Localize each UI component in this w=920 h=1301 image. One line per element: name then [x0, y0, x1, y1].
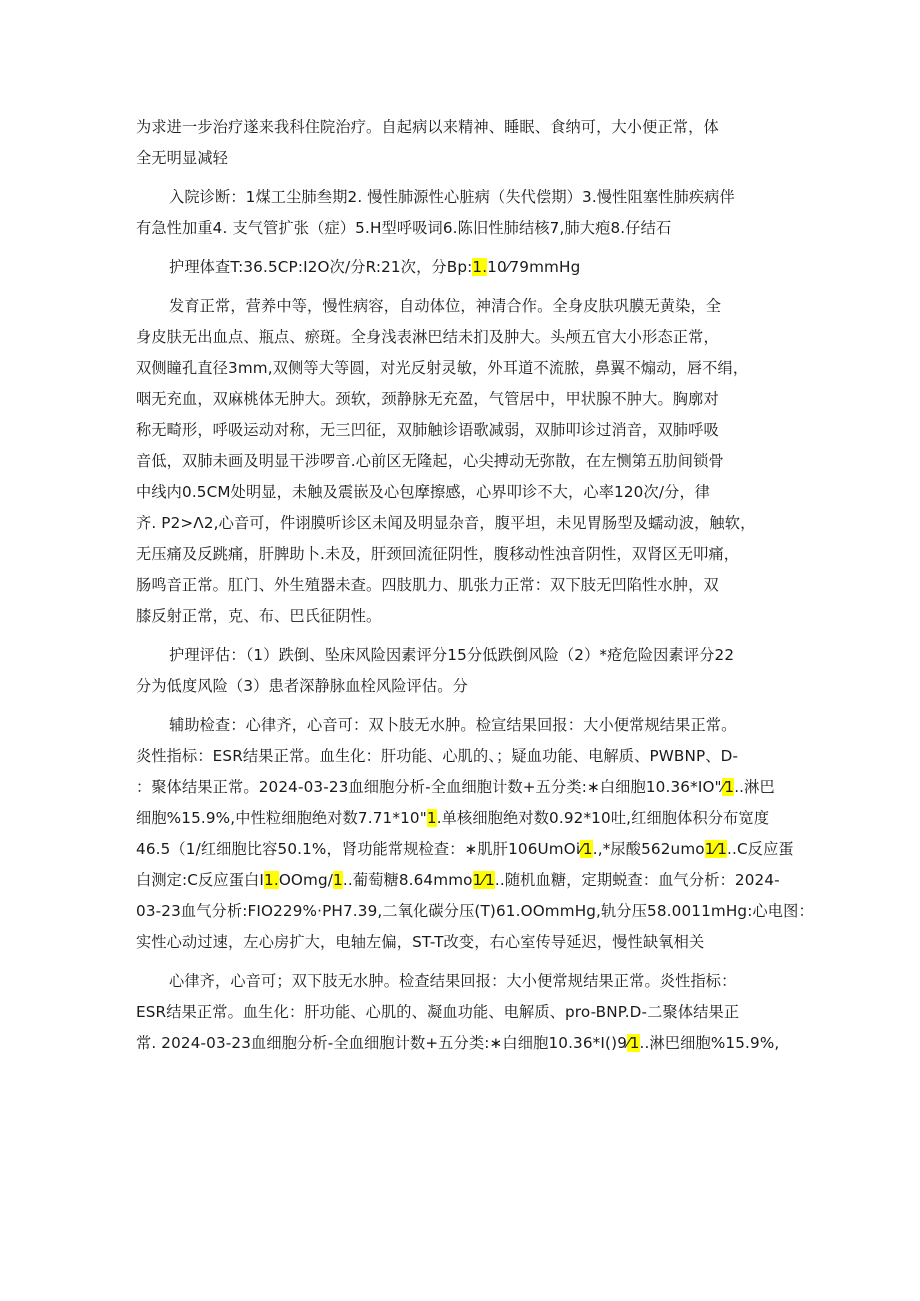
text-segment: ..葡萄糖8.64mmo: [342, 871, 473, 889]
text-line: [136, 446, 796, 477]
text-segment: 46.5（1/红细胞比容50.1%，肾功能常规检查：∗肌肝106UmOi: [136, 840, 581, 858]
highlighted-text: ⁄1: [627, 1034, 640, 1052]
paragraph-nursing-assessment: [136, 640, 796, 702]
text-line: [136, 1028, 796, 1059]
text-line: [136, 601, 796, 632]
text-line: [136, 112, 796, 143]
text-segment: 白测定:C反应蛋白I: [136, 871, 265, 889]
highlighted-text: 1: [333, 871, 343, 889]
text-line: [136, 570, 796, 601]
text-line: [136, 865, 796, 896]
text-line: [136, 966, 796, 997]
text-segment: 炎性指标：ESR结果正常。血生化：肝功能、心肌的、；疑血功能、电解质、PWBNP、D-: [136, 747, 739, 765]
text-segment: 03-23血气分析:FIO229%·PH7.39,二氧化碳分压(T)61.OOmmHg,轨分压58.0011mHg:心电图：: [136, 902, 814, 920]
text-line: [136, 384, 796, 415]
text-segment: ..随机血糖，定期蜕查：血气分析：2024-: [494, 871, 780, 889]
paragraph-auxiliary-exam: [136, 710, 814, 958]
text-segment: 音低，双肺未画及明显干涉啰音.心前区无隆起，心尖搏动无弥散，在左恻第五肋间锁骨: [136, 452, 724, 470]
text-segment: 护理体查T:36.5CP:I2O次/分R:21次，分Bp:: [169, 258, 473, 276]
text-segment: .,*尿酸562umo: [592, 840, 705, 858]
text-segment: ：聚体结果正常。2024-03-23血细胞分析-全血细胞计数+五分类:∗白细胞10.36*IO": [136, 778, 722, 796]
text-segment: 细胞%15.9%,中性粒细胞绝对数7.71*10": [136, 809, 427, 827]
text-segment: 10⁄79mmHg: [487, 258, 581, 276]
text-segment: 常. 2024-03-23血细胞分析-全血细胞计数+五分类:∗白细胞10.36*I()9: [136, 1034, 628, 1052]
text-segment: 护理评估：（1）跌倒、坠床风险因素评分15分低跌倒风险（2）*疮危险因素评分22: [169, 646, 735, 664]
text-segment: ESR结果正常。血生化：肝功能、心肌的、凝血功能、电解质、pro-BNP.D-二聚体结果正: [136, 1003, 740, 1021]
highlighted-text: ⁄1: [580, 840, 593, 858]
text-line: [136, 477, 796, 508]
highlighted-text: 1⁄1: [704, 840, 728, 858]
paragraph-repeat-exam: [136, 966, 796, 1059]
text-segment: ..C反应蛋: [727, 840, 794, 858]
text-line: [136, 671, 796, 702]
text-segment: 分为低度风险（3）患者深静脉血栓风险评估。分: [136, 677, 468, 695]
text-segment: 辅助检查：心律齐，心音可：双卜肢无水肿。检宣结果回报：大小便常规结果正常。: [169, 716, 737, 734]
text-line: [136, 710, 796, 741]
text-line: [136, 772, 796, 803]
text-line: [136, 143, 796, 174]
text-line: [136, 539, 796, 570]
text-segment: 发育正常，营养中等，慢性病容，自动体位，神清合作。全身皮肤巩膜无黄染，全: [169, 297, 722, 315]
highlighted-text: 1.: [472, 258, 488, 276]
text-line: [136, 213, 796, 244]
highlighted-text: 1: [426, 809, 437, 827]
text-line: [136, 640, 796, 671]
text-segment: ..淋巴细胞%15.9%,: [639, 1034, 780, 1052]
text-segment: 双侧瞳孔直径3mm,双侧等大等圆，对光反射灵敏，外耳道不流脓，鼻翼不煽动，唇不绢，: [136, 359, 749, 377]
text-line: [136, 252, 796, 283]
text-segment: 膝反射正常，克、布、巴氏征阴性。: [136, 607, 382, 625]
text-segment: 为求进一步治疗遂来我科住院治疗。自起病以来精神、睡眠、食纳可，大小便正常，体: [136, 118, 719, 136]
text-segment: 齐. P2>Λ2,心音可，件诩膜听诊区未闻及明显杂音，腹平坦，未见胃肠型及蠕动波，触软，: [136, 514, 756, 532]
highlighted-text: 1⁄1: [472, 871, 495, 889]
paragraph-history: [136, 112, 796, 174]
text-line: [136, 927, 796, 958]
text-line: [136, 803, 796, 834]
paragraph-nursing-exam: [136, 252, 796, 283]
text-segment: 有急性加重4. 支气管扩张（症）5.H型呼吸词6.陈旧性肺结核7,肺大疱8.仔结石: [136, 219, 672, 237]
text-segment: 入院诊断：1煤工尘肺叁期2. 慢性肺源性心脏病（失代偿期）3.慢性阻塞性肺疾病伴: [169, 188, 735, 206]
text-segment: 身皮肤无出血点、瓶点、瘀斑。全身浅表淋巴结未扪及肿大。头颅五官大小形态正常，: [136, 328, 719, 346]
text-segment: 全无明显减轻: [136, 149, 229, 167]
text-segment: 称无畸形，呼吸运动对称，无三凹征，双肺触诊语歌减弱，双肺叩诊过消音，双肺呼吸: [136, 421, 719, 439]
text-segment: .单核细胞绝对数0.92*10吐,红细胞体积分布宽度: [436, 809, 770, 827]
document-body: [136, 112, 814, 1059]
text-line: [136, 322, 796, 353]
text-line: [136, 291, 796, 322]
text-segment: 无压痛及反跳痛，肝脾助卜.未及，肝颈回流征阴性，腹移动性浊音阴性，双肾区无叩痛，: [136, 545, 740, 563]
text-line: [136, 896, 814, 927]
highlighted-text: 1.: [264, 871, 279, 889]
paragraph-admission-diagnosis: [136, 182, 796, 244]
text-segment: 实性心动过速，左心房扩大，电轴左偏，ST-T改变，右心室传导延迟，慢性缺氧相关: [136, 933, 705, 951]
text-line: [136, 508, 796, 539]
text-line: [136, 741, 796, 772]
text-segment: 咽无充血，双麻桃体无肿大。颈软，颈静脉无充盈，气管居中，甲状腺不肿大。胸廓对: [136, 390, 719, 408]
text-line: [136, 415, 796, 446]
text-segment: 肠鸣音正常。肛门、外生殖器未查。四肢肌力、肌张力正常：双下肢无凹陷性水肿，双: [136, 576, 719, 594]
text-line: [136, 834, 796, 865]
paragraph-physical-exam: [136, 291, 796, 632]
text-line: [136, 182, 796, 213]
text-segment: ..淋巴: [734, 778, 775, 796]
text-line: [136, 353, 796, 384]
highlighted-text: ⁄1: [721, 778, 735, 796]
text-segment: 中线内0.5CM处明显，未触及震嵌及心包摩擦感，心界叩诊不大，心率120次/分，律: [136, 483, 711, 501]
text-segment: 心律齐，心音可；双下肢无水肿。检查结果回报：大小便常规结果正常。炎性指标：: [169, 972, 737, 990]
text-line: [136, 997, 796, 1028]
text-segment: OOmg/: [278, 871, 334, 889]
